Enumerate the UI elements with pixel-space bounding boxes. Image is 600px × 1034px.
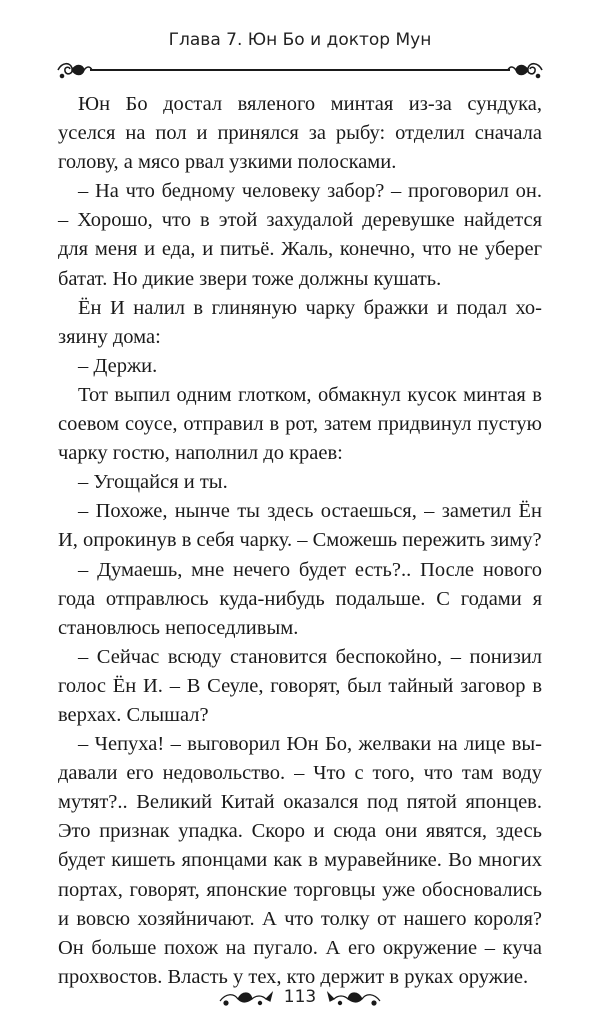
- paragraph: – Держи.: [78, 354, 158, 377]
- paragraph: – Думаешь, мне нечего будет есть?.. После нового года отправлюсь куда-нибудь подальше. С годами я становлюсь непоседливым.: [58, 558, 542, 639]
- paragraph: – Угощайся и ты.: [78, 471, 228, 494]
- paragraph: – Сейчас всюду становится беспокойно, – понизил голос Ён И. – В Сеуле, говорят, был тайный заговор в верхах. Слышал?: [58, 645, 542, 726]
- paragraph: Юн Бо достал вяленого минтая из-за сундука, уселся на пол и принялся за рыбу: отделил сначала голову, а мясо рвал узкими полосками.: [58, 93, 542, 174]
- page-footer: [0, 982, 600, 1012]
- page-number: 113: [283, 987, 317, 1007]
- left-flourish-icon: [58, 64, 92, 78]
- body-text: [58, 90, 542, 992]
- paragraph: Тот выпил одним глотком, обмакнул кусок минтая в соевом соусе, отправил в рот, затем придвинул пустую чарку гостю, наполнил до краев:: [58, 383, 542, 465]
- paragraph: – Похоже, нынче ты здесь остаешься, – заметил Ён И, опрокинув в себя чарку. – Сможешь пережить зиму?: [58, 500, 542, 552]
- paragraph: Ён И налил в глиняную чарку бражки и подал хозяину дома:: [58, 296, 542, 348]
- running-head: Глава 7. Юн Бо и доктор Мун: [168, 30, 432, 50]
- paragraph: – Чепуха! – выговорил Юн Бо, желваки на лице выдавали его недовольство. – Что с того, что там воду мутят?.. Великий Китай оказался под пятой японцев. Это признак упадка. Скоро и сюда они явятся, здесь будет кишеть японцами как в муравейнике. Во многих портах, говорят, японские торговцы уже обосновались и вовсю хозяйничают. А что толку от нашего короля? Он больше похож на пугало. А его окружение – куча прохвостов. Власть у тех, кто держит в руках оружие.: [58, 733, 542, 988]
- paragraph: – На что бедному человеку забор? – проговорил он. – Хорошо, что в этой захудалой деревушке найдется для меня и еда, и питьё. Жаль, конечно, что не уберег батат. Но дикие звери тоже должны кушать.: [58, 180, 542, 290]
- ornamental-rule: [56, 58, 544, 82]
- footer-right-vine-icon: [324, 985, 384, 1009]
- right-flourish-icon: [508, 64, 542, 78]
- footer-left-vine-icon: [216, 985, 276, 1009]
